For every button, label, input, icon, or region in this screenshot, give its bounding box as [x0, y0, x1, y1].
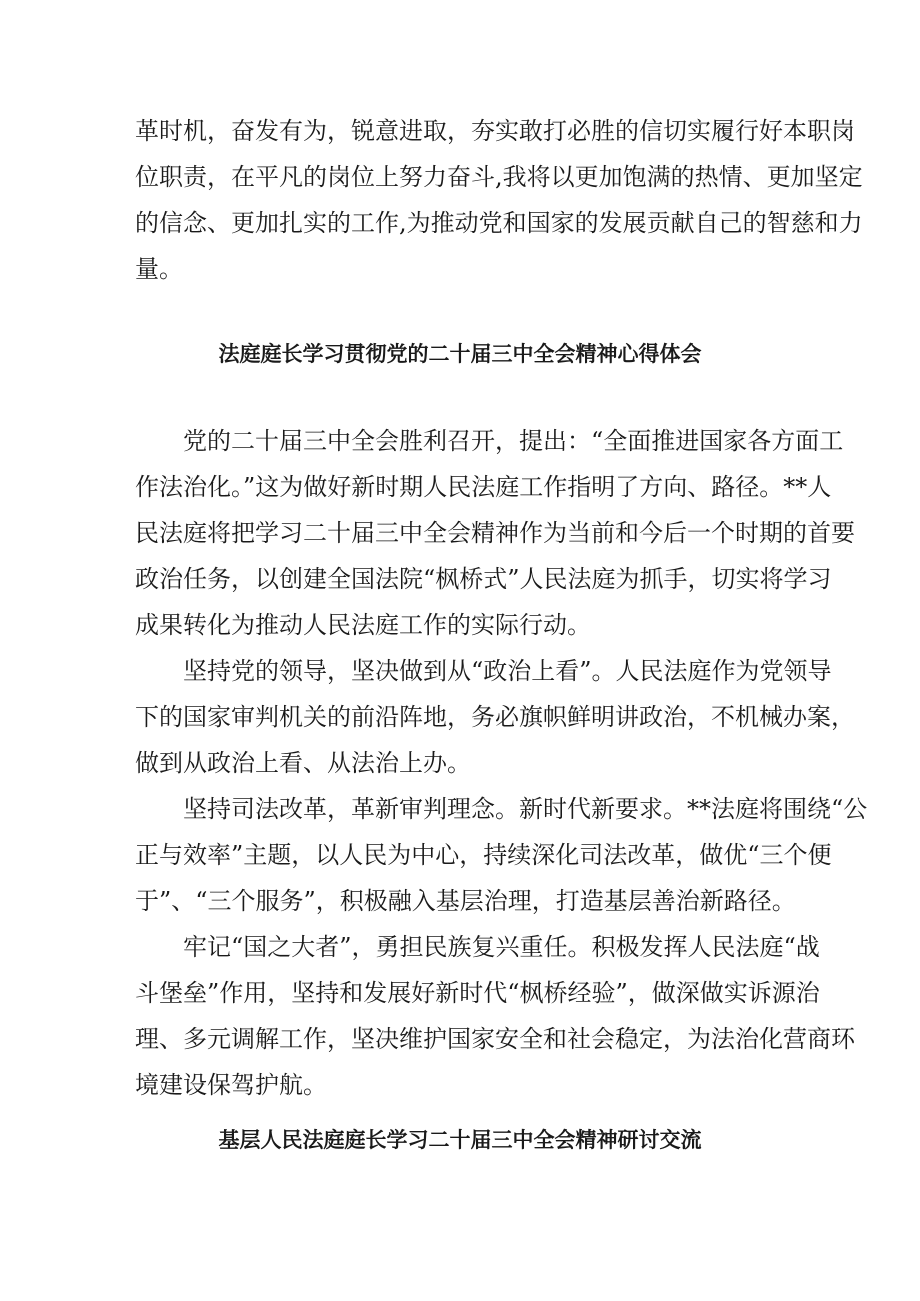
body-line: 境建设保驾护航。 [135, 1071, 327, 1099]
body-line: 牢记“国之大者”，勇担民族复兴重任。积极发挥人民法庭“战 [183, 933, 820, 961]
body-line: 的信念、更加扎实的工作,为推动党和国家的发展贡献自己的智慈和力 [135, 209, 863, 237]
body-line: 位职责，在平凡的岗位上努力奋斗,我将以更加饱满的热情、更加坚定 [135, 163, 863, 191]
body-line: 作法治化。”这为做好新时期人民法庭工作指明了方向、路径。**人 [135, 473, 832, 501]
body-line: 民法庭将把学习二十届三中全会精神作为当前和今后一个时期的首要 [135, 519, 855, 547]
body-line: 正与效率”主题，以人民为中心，持续深化司法改革，做优“三个便 [135, 841, 832, 869]
section-title: 基层人民法庭庭长学习二十届三中全会精神研讨交流 [218, 1128, 702, 1152]
body-line: 下的国家审判机关的前沿阵地，务必旗帜鲜明讲政治，不机械办案， [135, 703, 855, 731]
body-line: 理、多元调解工作，坚决维护国家安全和社会稳定，为法治化营商环 [135, 1025, 855, 1053]
body-line: 成果转化为推动人民法庭工作的实际行动。 [135, 611, 591, 639]
body-line: 革时机，奋发有为，锐意进取，夯实敢打必胜的信切实履行好本职岗 [135, 117, 855, 145]
body-line: 政治任务，以创建全国法院“枫桥式”人民法庭为抓手，切实将学习 [135, 565, 832, 593]
body-line: 做到从政治上看、从法治上办。 [135, 749, 471, 777]
body-line: 斗堡垒”作用，坚持和发展好新时代“枫桥经验”，做深做实诉源治 [135, 979, 820, 1007]
body-line: 于”、“三个服务”，积极融入基层治理，打造基层善治新路径。 [135, 887, 796, 915]
body-line: 坚持党的领导，坚决做到从“政治上看”。人民法庭作为党领导 [183, 657, 832, 685]
body-line: 坚持司法改革，革新审判理念。新时代新要求。**法庭将围绕“公 [183, 795, 868, 823]
section-title: 法庭庭长学习贯彻党的二十届三中全会精神心得体会 [218, 342, 702, 366]
body-line: 党的二十届三中全会胜利召开，提出：“全面推进国家各方面工 [183, 427, 844, 455]
body-line: 量。 [135, 255, 183, 283]
